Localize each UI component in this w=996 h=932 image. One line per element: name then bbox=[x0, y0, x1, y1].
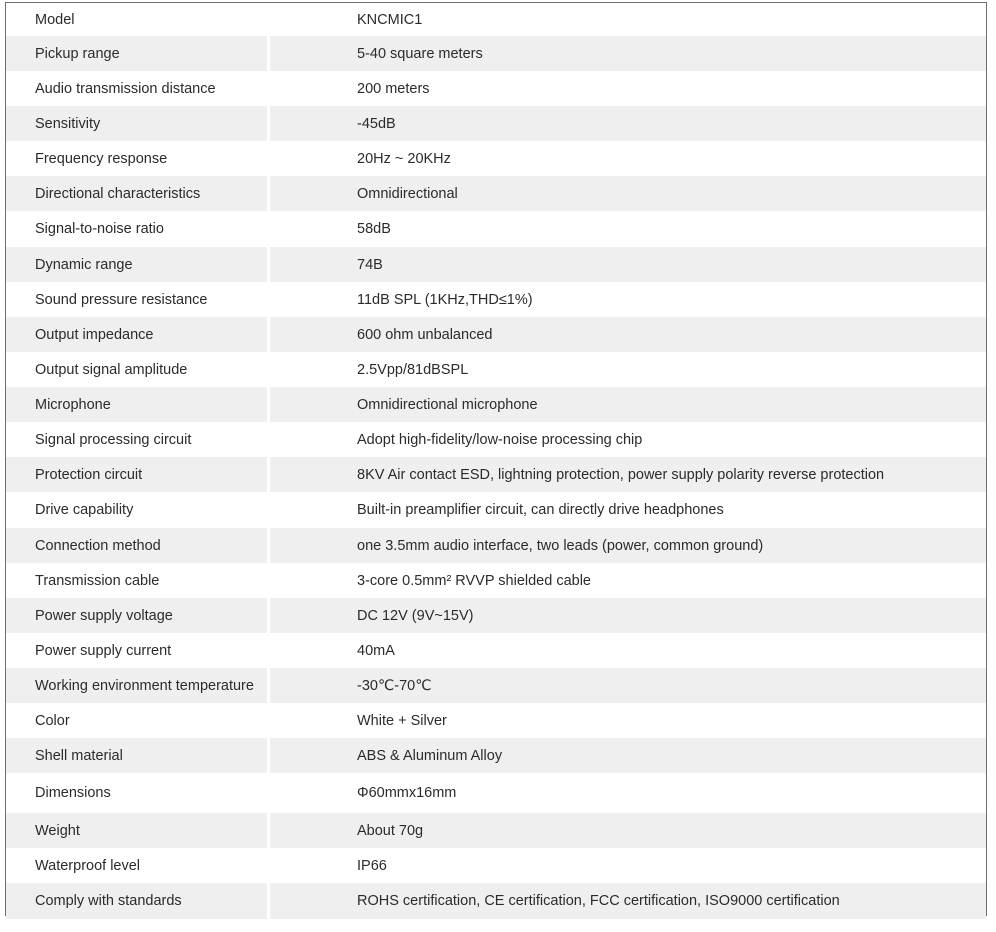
spec-value: 11dB SPL (1KHz,THD≤1%) bbox=[357, 291, 533, 308]
spec-value: 5-40 square meters bbox=[270, 36, 986, 71]
spec-name: Sensitivity bbox=[6, 106, 270, 141]
spec-name: Signal-to-noise ratio bbox=[6, 211, 270, 247]
spec-value: IP66 bbox=[357, 857, 387, 874]
spec-value: 200 meters bbox=[357, 80, 430, 97]
spec-name: Shell material bbox=[6, 738, 270, 773]
spec-value: KNCMIC1 bbox=[357, 11, 423, 28]
spec-name: Waterproof level bbox=[6, 848, 270, 883]
spec-value: 58dB bbox=[357, 221, 391, 237]
spec-value: About 70g bbox=[270, 813, 986, 848]
spec-value: ABS & Aluminum Alloy bbox=[270, 738, 986, 773]
spec-value: 3-core 0.5mm² RVVP shielded cable bbox=[357, 572, 591, 589]
spec-value: ROHS certification, CE certification, FCC certification, ISO9000 certification bbox=[270, 883, 986, 919]
spec-name: Protection circuit bbox=[6, 457, 270, 492]
spec-name: Power supply current bbox=[6, 633, 270, 668]
spec-name: Power supply voltage bbox=[6, 598, 270, 633]
spec-name: Connection method bbox=[6, 528, 270, 563]
spec-value: Omnidirectional microphone bbox=[270, 387, 986, 422]
spec-name: Output impedance bbox=[6, 317, 270, 352]
spec-name: Directional characteristics bbox=[6, 176, 270, 211]
spec-name: Output signal amplitude bbox=[6, 352, 270, 387]
spec-value: Adopt high-fidelity/low-noise processing chip bbox=[357, 431, 643, 448]
spec-value: -45dB bbox=[270, 106, 986, 141]
spec-name: Comply with standards bbox=[6, 883, 270, 919]
spec-name: Dimensions bbox=[6, 773, 270, 813]
spec-value: Φ60mmx16mm bbox=[357, 785, 457, 801]
spec-table bbox=[5, 2, 987, 916]
spec-name: Working environment temperature bbox=[6, 668, 270, 703]
spec-name: Weight bbox=[6, 813, 270, 848]
spec-value: 600 ohm unbalanced bbox=[270, 317, 986, 352]
spec-value: DC 12V (9V~15V) bbox=[270, 598, 986, 633]
spec-value: 40mA bbox=[357, 642, 395, 659]
spec-value: White + Silver bbox=[357, 712, 447, 729]
spec-value: 74B bbox=[270, 247, 986, 282]
spec-value: 8KV Air contact ESD, lightning protection, power supply polarity reverse protection bbox=[270, 457, 986, 492]
spec-name: Audio transmission distance bbox=[6, 71, 270, 106]
spec-name: Sound pressure resistance bbox=[6, 282, 270, 317]
spec-name: Frequency response bbox=[6, 141, 270, 176]
spec-name: Transmission cable bbox=[6, 563, 270, 598]
spec-value: 20Hz ~ 20KHz bbox=[357, 150, 451, 167]
spec-name: Microphone bbox=[6, 387, 270, 422]
spec-name: Color bbox=[6, 703, 270, 738]
spec-name: Pickup range bbox=[6, 36, 270, 71]
spec-name: Dynamic range bbox=[6, 247, 270, 282]
spec-value: -30℃-70℃ bbox=[270, 668, 986, 703]
spec-value: Built-in preamplifier circuit, can directly drive headphones bbox=[357, 502, 724, 518]
spec-value: one 3.5mm audio interface, two leads (power, common ground) bbox=[270, 528, 986, 563]
spec-name: Model bbox=[6, 3, 270, 36]
spec-name: Drive capability bbox=[6, 492, 270, 528]
spec-name: Signal processing circuit bbox=[6, 422, 270, 457]
spec-value: Omnidirectional bbox=[270, 176, 986, 211]
spec-value: 2.5Vpp/81dBSPL bbox=[357, 361, 469, 378]
